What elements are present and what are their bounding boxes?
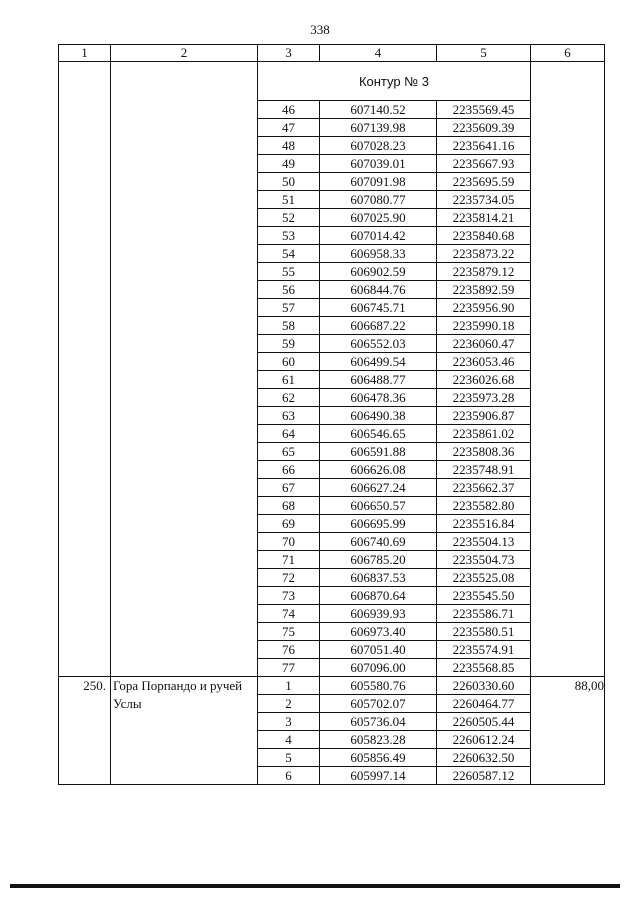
coordinate-y: 2235586.71: [437, 605, 531, 623]
point-number: 66: [258, 461, 320, 479]
point-number: 70: [258, 533, 320, 551]
coordinate-y: 2235580.51: [437, 623, 531, 641]
coordinate-y: 2235641.16: [437, 137, 531, 155]
header-col-3: 3: [258, 45, 320, 62]
point-number: 46: [258, 101, 320, 119]
coordinate-x: 606650.57: [320, 497, 437, 515]
point-number: 62: [258, 389, 320, 407]
coordinate-x: 606499.54: [320, 353, 437, 371]
point-number: 64: [258, 425, 320, 443]
coordinate-y: 2235504.73: [437, 551, 531, 569]
coordinate-y: 2235748.91: [437, 461, 531, 479]
point-number: 76: [258, 641, 320, 659]
coordinate-x: 606591.88: [320, 443, 437, 461]
coordinate-y: 2235667.93: [437, 155, 531, 173]
point-number: 4: [258, 731, 320, 749]
header-col-4: 4: [320, 45, 437, 62]
coordinate-y: 2235906.87: [437, 407, 531, 425]
header-col-1: 1: [59, 45, 111, 62]
coordinate-y: 2235734.05: [437, 191, 531, 209]
coordinate-y: 2235990.18: [437, 317, 531, 335]
record-area-cell-empty: [531, 62, 605, 677]
coordinate-y: 2235545.50: [437, 587, 531, 605]
point-number: 54: [258, 245, 320, 263]
record-name: Гора Порпандо и ручей Услы: [111, 677, 258, 785]
coordinate-x: 606490.38: [320, 407, 437, 425]
coordinate-x: 607039.01: [320, 155, 437, 173]
point-number: 60: [258, 353, 320, 371]
coordinate-y: 2235574.91: [437, 641, 531, 659]
coordinates-table: [58, 44, 605, 785]
point-number: 69: [258, 515, 320, 533]
coordinate-y: 2235873.22: [437, 245, 531, 263]
coordinate-x: 607028.23: [320, 137, 437, 155]
point-number: 6: [258, 767, 320, 785]
coordinate-x: 606837.53: [320, 569, 437, 587]
coordinate-y: 2235808.36: [437, 443, 531, 461]
header-col-6: 6: [531, 45, 605, 62]
point-number: 61: [258, 371, 320, 389]
coordinate-x: 607080.77: [320, 191, 437, 209]
coordinate-x: 606627.24: [320, 479, 437, 497]
header-col-2: 2: [111, 45, 258, 62]
point-number: 71: [258, 551, 320, 569]
point-number: 65: [258, 443, 320, 461]
coordinate-x: 606695.99: [320, 515, 437, 533]
point-number: 55: [258, 263, 320, 281]
coordinate-x: 606785.20: [320, 551, 437, 569]
coordinate-x: 606740.69: [320, 533, 437, 551]
coordinate-x: 606958.33: [320, 245, 437, 263]
coordinate-y: 2235861.02: [437, 425, 531, 443]
coordinate-y: 2235695.59: [437, 173, 531, 191]
coordinate-x: 607051.40: [320, 641, 437, 659]
point-number: 2: [258, 695, 320, 713]
coordinate-x: 606546.65: [320, 425, 437, 443]
coordinate-x: 607140.52: [320, 101, 437, 119]
point-number: 63: [258, 407, 320, 425]
coordinate-x: 605823.28: [320, 731, 437, 749]
coordinate-y: 2260330.60: [437, 677, 531, 695]
point-number: 5: [258, 749, 320, 767]
point-number: 72: [258, 569, 320, 587]
record-number-cell-empty: [59, 62, 111, 677]
point-number: 3: [258, 713, 320, 731]
page-number: 338: [310, 22, 330, 37]
contour-label: Контур № 3: [258, 62, 531, 101]
coordinate-x: 605736.04: [320, 713, 437, 731]
coordinate-y: 2260632.50: [437, 749, 531, 767]
point-number: 47: [258, 119, 320, 137]
coordinate-x: 606488.77: [320, 371, 437, 389]
coordinate-y: 2235569.45: [437, 101, 531, 119]
point-number: 57: [258, 299, 320, 317]
coordinate-y: 2235504.13: [437, 533, 531, 551]
header-col-5: 5: [437, 45, 531, 62]
coordinate-y: 2260612.24: [437, 731, 531, 749]
coordinate-y: 2235956.90: [437, 299, 531, 317]
coordinate-y: 2235582.80: [437, 497, 531, 515]
point-number: 52: [258, 209, 320, 227]
point-number: 48: [258, 137, 320, 155]
point-number: 56: [258, 281, 320, 299]
coordinate-y: 2236060.47: [437, 335, 531, 353]
coordinate-y: 2235568.85: [437, 659, 531, 677]
coordinate-y: 2235892.59: [437, 281, 531, 299]
contour-header-row: [59, 62, 605, 101]
point-number: 68: [258, 497, 320, 515]
bottom-rule: [10, 884, 620, 888]
point-number: 58: [258, 317, 320, 335]
coordinate-y: 2235879.12: [437, 263, 531, 281]
coordinate-x: 607025.90: [320, 209, 437, 227]
record-number: 250.: [59, 677, 111, 785]
coordinate-x: 606939.93: [320, 605, 437, 623]
coordinate-x: 605702.07: [320, 695, 437, 713]
coordinate-y: 2235840.68: [437, 227, 531, 245]
coordinate-y: 2236026.68: [437, 371, 531, 389]
coordinate-x: 605997.14: [320, 767, 437, 785]
coordinate-x: 605856.49: [320, 749, 437, 767]
coordinate-x: 606478.36: [320, 389, 437, 407]
point-number: 74: [258, 605, 320, 623]
coordinate-y: 2235609.39: [437, 119, 531, 137]
coordinate-x: 606902.59: [320, 263, 437, 281]
table-row: [59, 677, 605, 695]
point-number: 53: [258, 227, 320, 245]
coordinate-x: 606745.71: [320, 299, 437, 317]
record-area: 88,00: [531, 677, 605, 785]
point-number: 73: [258, 587, 320, 605]
coordinate-x: 606626.08: [320, 461, 437, 479]
coordinate-y: 2235814.21: [437, 209, 531, 227]
coordinate-x: 606973.40: [320, 623, 437, 641]
point-number: 77: [258, 659, 320, 677]
point-number: 49: [258, 155, 320, 173]
table-body: [59, 45, 605, 785]
point-number: 59: [258, 335, 320, 353]
header-row: [59, 45, 605, 62]
coordinate-y: 2260464.77: [437, 695, 531, 713]
coordinate-y: 2235525.08: [437, 569, 531, 587]
coordinate-x: 606870.64: [320, 587, 437, 605]
coordinate-x: 606687.22: [320, 317, 437, 335]
coordinate-x: 607096.00: [320, 659, 437, 677]
coordinate-x: 607091.98: [320, 173, 437, 191]
coordinate-y: 2235516.84: [437, 515, 531, 533]
point-number: 51: [258, 191, 320, 209]
coordinate-y: 2235973.28: [437, 389, 531, 407]
point-number: 50: [258, 173, 320, 191]
point-number: 1: [258, 677, 320, 695]
coordinate-y: 2236053.46: [437, 353, 531, 371]
point-number: 75: [258, 623, 320, 641]
coordinate-x: 607139.98: [320, 119, 437, 137]
coordinate-x: 606844.76: [320, 281, 437, 299]
coordinate-x: 607014.42: [320, 227, 437, 245]
coordinate-y: 2235662.37: [437, 479, 531, 497]
coordinate-y: 2260505.44: [437, 713, 531, 731]
record-name-cell-empty: [111, 62, 258, 677]
point-number: 67: [258, 479, 320, 497]
coordinate-x: 606552.03: [320, 335, 437, 353]
coordinate-x: 605580.76: [320, 677, 437, 695]
coordinate-y: 2260587.12: [437, 767, 531, 785]
